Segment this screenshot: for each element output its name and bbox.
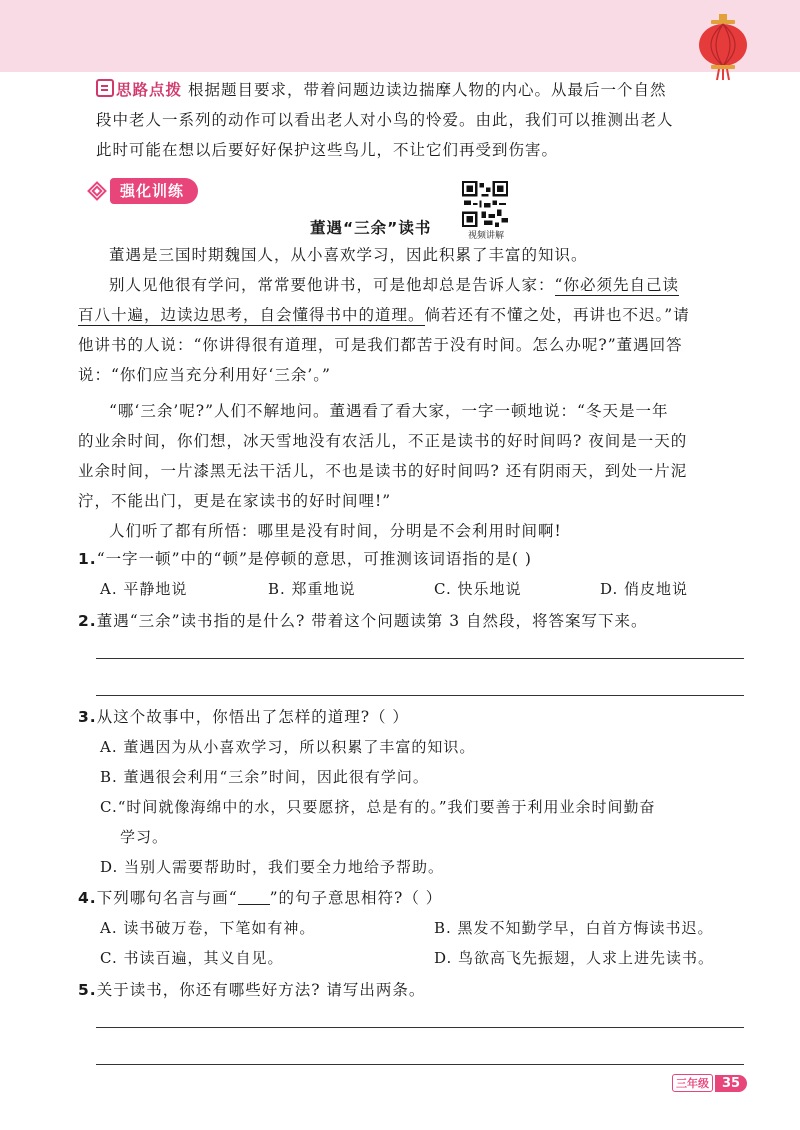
qr-label: 视频讲解: [467, 231, 504, 241]
story-paragraph-3-line-4: 泞，不能出门，更是在家读书的好时间哩!”: [78, 492, 392, 510]
question-text: 董遇“三余”读书指的是什么? 带着这个问题读第 3 自然段，将答案写下来。: [96, 612, 648, 630]
answer-line[interactable]: [96, 1064, 744, 1065]
story-paragraph-4: 人们听了都有所悟：哪里是没有时间，分明是不会利用时间啊!: [109, 522, 562, 540]
underlined-sentence: “你必须先自己读: [554, 276, 679, 294]
q1-option-d[interactable]: D. 俏皮地说: [600, 580, 689, 598]
question-5: [78, 978, 425, 1000]
story-paragraph-3-line-1: “哪‘三余’呢?”人们不解地问。董遇看了看大家，一字一顿地说：“冬天是一年: [109, 402, 669, 420]
story-paragraph-2-line-2: [78, 301, 746, 331]
question-text: “一字一顿”中的“顿”是停顿的意思，可推测该词语指的是( ): [96, 550, 532, 568]
story-title: 董遇“三余”读书: [310, 219, 432, 237]
underlined-sentence-cont: 百八十遍，边读边思考，自会懂得书中的道理。: [78, 306, 425, 324]
q4-option-c[interactable]: C. 书读百遍，其义自见。: [100, 949, 284, 967]
question-1: [78, 547, 532, 569]
question-text: ”的句子意思相符?（ ）: [269, 889, 443, 907]
q3-option-c[interactable]: C.“时间就像海绵中的水，只要愿挤，总是有的。”我们要善于利用业余时间勤奋: [100, 798, 656, 816]
story-paragraph-3-line-3: 业余时间，一片漆黑无法干活儿，不也是读书的好时间吗? 还有阴雨天，到处一片泥: [78, 462, 688, 480]
tip-label: 思路点拨: [116, 81, 183, 99]
top-banner: [0, 0, 800, 72]
story-p2-text: 倘若还有不懂之处，再讲也不迟。”请: [424, 306, 690, 324]
q1-option-a[interactable]: A. 平静地说: [100, 580, 188, 598]
question-4: [78, 886, 442, 908]
answer-line[interactable]: [96, 695, 744, 696]
q3-option-b[interactable]: B. 董遇很会利用“三余”时间，因此很有学问。: [100, 768, 429, 786]
q4-option-b[interactable]: B. 黑发不知勤学早，白首方悔读书迟。: [434, 919, 714, 937]
answer-line[interactable]: [96, 658, 744, 659]
qr-code-icon[interactable]: [462, 181, 508, 227]
tip-icon: [96, 79, 114, 97]
q3-option-a[interactable]: A. 董遇因为从小喜欢学习，所以积累了丰富的知识。: [100, 738, 476, 756]
underline-sample: [238, 890, 270, 905]
q1-option-c[interactable]: C. 快乐地说: [434, 580, 522, 598]
story-paragraph-1: 董遇是三国时期魏国人，从小喜欢学习，因此积累了丰富的知识。: [109, 246, 588, 264]
question-2: [78, 609, 648, 631]
question-number: 1.: [78, 550, 97, 568]
story-paragraph-2-line-3: 他讲书的人说：“你讲得很有道理，可是我们都苦于没有时间。怎么办呢?”董遇回答: [78, 336, 683, 354]
question-3: [78, 705, 409, 727]
question-number: 5.: [78, 981, 97, 999]
tip-line-2: 段中老人一系列的动作可以看出老人对小鸟的怜爱。由此，我们可以推测出老人: [96, 111, 674, 129]
q1-option-b[interactable]: B. 郑重地说: [268, 580, 356, 598]
lantern-icon: [697, 14, 749, 80]
question-number: 4.: [78, 889, 97, 907]
question-text: 关于读书，你还有哪些好方法? 请写出两条。: [96, 981, 426, 999]
section-banner: [86, 178, 198, 204]
answer-line[interactable]: [96, 1027, 744, 1028]
q3-option-d[interactable]: D. 当别人需要帮助时，我们要全力地给予帮助。: [100, 858, 445, 876]
q3-option-c-cont: 学习。: [120, 828, 169, 846]
story-paragraph-2-line-4: 说：“你们应当充分利用好‘三余’。”: [78, 366, 331, 384]
question-number: 3.: [78, 708, 97, 726]
story-p2-text: 别人见他很有学问，常常要他讲书，可是他却总是告诉人家：: [109, 276, 555, 294]
story-paragraph-3-line-2: 的业余时间，你们想，冰天雪地没有农活儿，不正是读书的好时间吗? 夜间是一天的: [78, 432, 688, 450]
chinese-knot-icon: [86, 180, 108, 202]
grade-label: 三年级: [672, 1074, 713, 1092]
question-number: 2.: [78, 612, 97, 630]
question-text: 从这个故事中，你悟出了怎样的道理?（ ）: [96, 708, 409, 726]
tip-paragraph: [96, 76, 756, 104]
section-label: 强化训练: [110, 178, 198, 204]
question-text: 下列哪句名言与画“: [96, 889, 238, 907]
page-number-badge: [672, 1074, 747, 1092]
q4-option-d[interactable]: D. 鸟欲高飞先振翅，人求上进先读书。: [434, 949, 715, 967]
tip-line-1: 根据题目要求，带着问题边读边揣摩人物的内心。从最后一个自然: [187, 81, 667, 99]
tip-line-3: 此时可能在想以后要好好保护这些鸟儿，不让它们再受到伤害。: [96, 141, 559, 159]
story-paragraph-2-line-1: [78, 271, 746, 301]
q4-option-a[interactable]: A. 读书破万卷，下笔如有神。: [100, 919, 316, 937]
page-number: 35: [715, 1075, 747, 1092]
